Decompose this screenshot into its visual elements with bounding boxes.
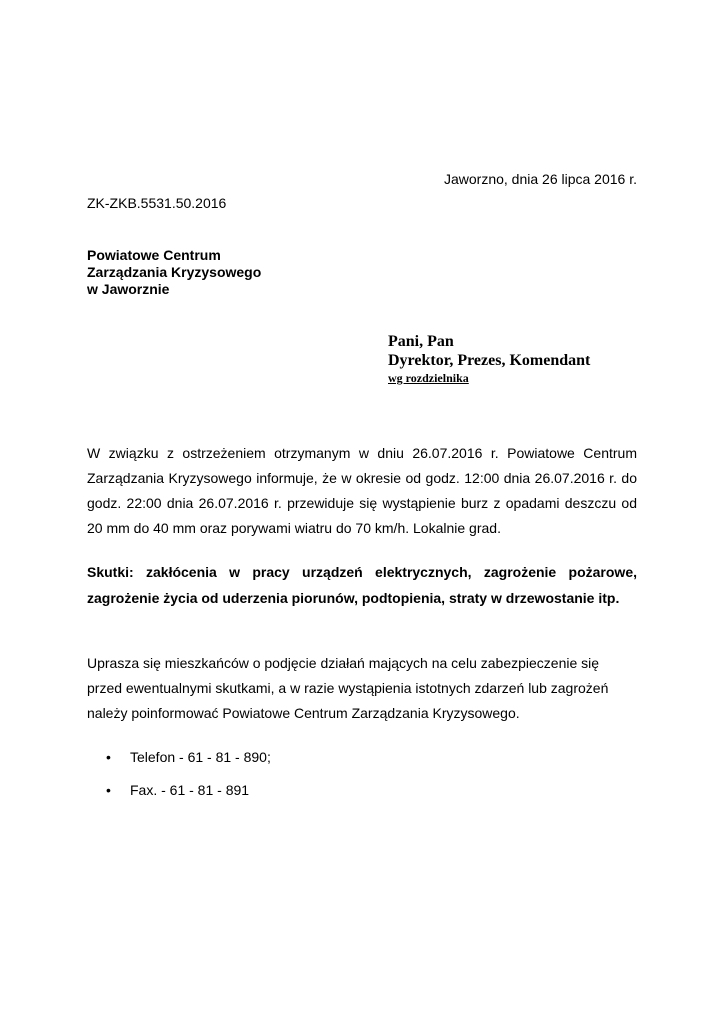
sender-line-1: Powiatowe Centrum bbox=[87, 247, 221, 263]
recipient-distribution-note: wg rozdzielnika bbox=[388, 371, 469, 385]
reference-number: ZK-ZKB.5531.50.2016 bbox=[87, 195, 227, 211]
sender-line-2: Zarządzania Kryzysowego bbox=[87, 264, 262, 280]
paragraph-warning: W związku z ostrzeżeniem otrzymanym w dniu 26.07.2016 r. Powiatowe Centrum Zarządzania Kryzysowego informuje, że w okresie od godz. 12:00 dnia 26.07.2016 r. do godz. 22:00 dnia 26.07.2016 r. przewiduje się wystąpienie burz z opadami deszczu od 20 mm do 40 mm oraz porywami wiatru do 70 km/h. Lokalnie grad. bbox=[87, 445, 637, 536]
paragraph-effects: Skutki: zakłócenia w pracy urządzeń elektrycznych, zagrożenie pożarowe, zagrożenie życia od uderzenia piorunów, podtopienia, straty w drzewostanie itp. bbox=[87, 564, 637, 606]
date-line: Jaworzno, dnia 26 lipca 2016 r. bbox=[443, 171, 637, 187]
sender-block bbox=[87, 247, 261, 298]
paragraph-request: Uprasza się mieszkańców o podjęcie działań mających na celu zabezpieczenie się przed ewentualnymi skutkami, a w razie wystąpienia istotnych zdarzeń lub zagrożeń należy poinformować Powiatowe Centrum Zarządzania Kryzysowego. bbox=[87, 655, 609, 721]
list-item bbox=[87, 745, 271, 778]
recipient-block bbox=[388, 332, 590, 386]
list-item bbox=[87, 778, 271, 811]
contact-fax: Fax. - 61 - 81 - 891 bbox=[130, 782, 250, 798]
sender-line-3: w Jaworznie bbox=[87, 281, 170, 297]
contact-phone: Telefon - 61 - 81 - 890; bbox=[130, 749, 271, 765]
contact-list bbox=[87, 745, 271, 811]
bullet-icon: • bbox=[106, 749, 111, 765]
bullet-icon: • bbox=[106, 782, 111, 798]
recipient-line-2: Dyrektor, Prezes, Komendant bbox=[388, 352, 591, 369]
recipient-line-1: Pani, Pan bbox=[388, 333, 454, 350]
